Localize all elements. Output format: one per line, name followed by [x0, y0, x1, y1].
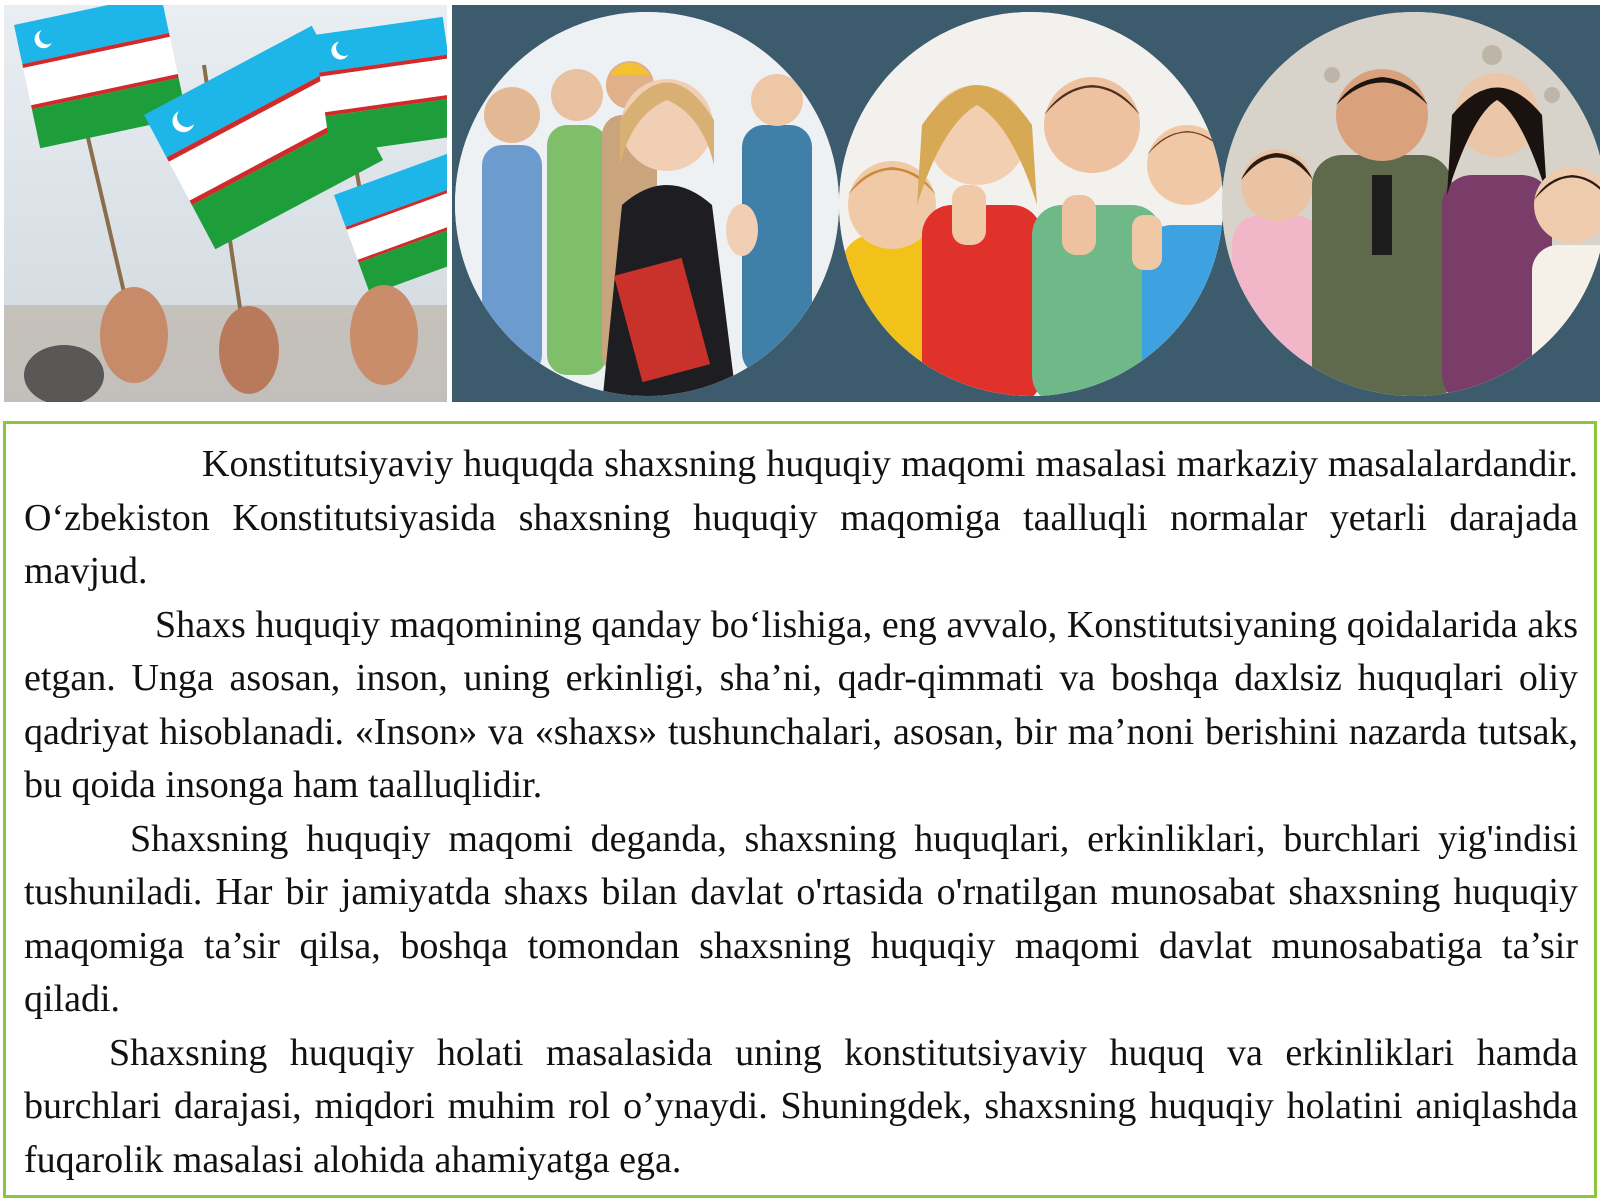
portrait-circles-panel: [452, 5, 1600, 402]
paragraph-4: Shaxsning huquqiy holati masalasida uning konstitutsiyaviy huquq va erkinliklari hamda burchlari darajasi, miqdori muhim rol o’ynaydi. Shuningdek, shaxsning huquqiy holatini aniqlashda fuqarolik masalasi alohida ahamiyatga ega.: [24, 1031, 1578, 1181]
paragraph-2: Shaxs huquqiy maqomining qanday bo‘lishiga, eng avvalo, Konstitutsiyaning qoidalarida aks etgan. Unga asosan, inson, uning erkinligi, sha’ni, qadr-qimmati va boshqa daxlsiz huquqlari oliy qadriyat hisoblanadi. «Inson» va «shaxs» tushunchalari, asosan, bir ma’noni berishini nazarda tutsak, bu qoida insonga ham taalluqlidir.: [24, 603, 1578, 806]
paragraph-1: Konstitutsiyaviy huquqda shaxsning huquqiy maqomi masalasi markaziy masalalardandir. O‘zbekiston Konstitutsiyasida shaxsning huquqiy maqomiga taalluqli normalar yetarli darajada mavjud.: [24, 443, 1578, 592]
paragraph-3: Shaxsning huquqiy maqomi deganda, shaxsning huquqlari, erkinliklari, burchlari yig'indisi tushuniladi. Har bir jamiyatda shaxs bilan davlat o'rtasida o'rnatilgan munosabat shaxsning huquqiy maqomiga ta’sir qilsa, boshqa tomondan shaxsning huquqiy maqomi davlat munosabatiga ta’sir qiladi.: [24, 817, 1578, 1020]
image-banner: [0, 0, 1600, 410]
text-content-box: [3, 421, 1597, 1198]
portrait-circles-illustration: [452, 5, 1600, 402]
flags-photo: [4, 5, 447, 402]
waving-flags-illustration: [4, 5, 447, 402]
